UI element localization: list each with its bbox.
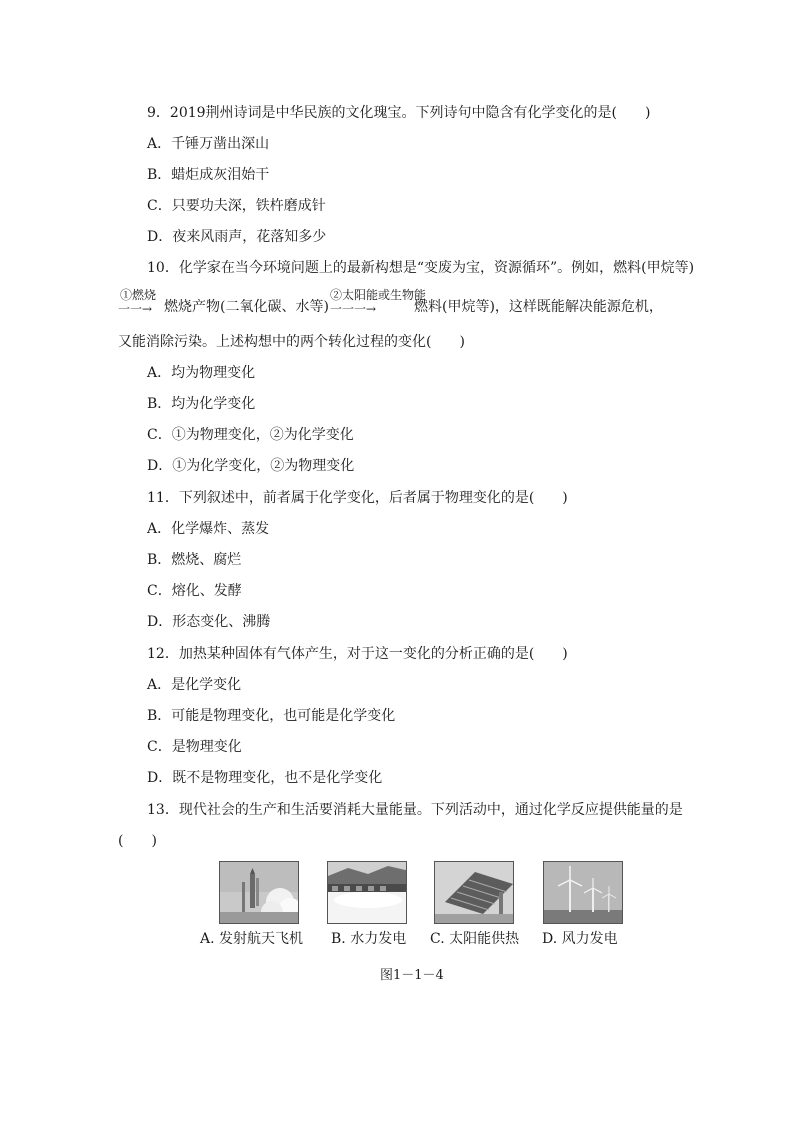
question-9-stem: 9．2019荆州诗词是中华民族的文化瑰宝。下列诗句中隐含有化学变化的是( ) — [147, 105, 651, 121]
question-10-option-b: B．均为化学变化 — [147, 396, 256, 412]
question-11-option-b: B．燃烧、腐烂 — [147, 552, 242, 568]
question-12-option-a: A．是化学变化 — [147, 677, 242, 693]
question-11-stem: 11．下列叙述中，前者属于化学变化，后者属于物理变化的是( ) — [147, 490, 568, 506]
wind-turbines-image — [543, 861, 623, 924]
question-12-option-b: B．可能是物理变化，也可能是化学变化 — [147, 708, 396, 724]
question-13-stem: 13．现代社会的生产和生活要消耗大量能量。下列活动中，通过化学反应提供能量的是 — [147, 802, 683, 818]
arrow-1-line: 一一→ — [118, 302, 153, 316]
question-12-option-c: C．是物理变化 — [147, 739, 242, 755]
question-11-option-d: D．形态变化、沸腾 — [147, 614, 271, 630]
question-13-continuation: ( ) — [118, 833, 157, 849]
reaction-products: 燃烧产物(二氧化碳、水等) — [164, 299, 329, 315]
solar-collector-image — [434, 861, 514, 924]
caption-a: A. 发射航天飞机 — [200, 931, 304, 947]
question-9-option-a: A．千锤万凿出深山 — [147, 136, 270, 152]
arrow-2-line: 一一一→ — [330, 302, 377, 316]
hydropower-dam-image — [327, 861, 407, 924]
question-9-option-b: B．蜡炬成灰泪始干 — [147, 167, 270, 183]
question-10-stem: 10．化学家在当今环境问题上的最新构想是“变废为宝，资源循环”。例如，燃料(甲烷等) — [147, 260, 695, 276]
question-10-option-d: D．①为化学变化，②为物理变化 — [147, 458, 355, 474]
caption-b: B. 水力发电 — [331, 931, 407, 947]
figure-caption: 图1－1－4 — [380, 968, 444, 983]
caption-c: C. 太阳能供热 — [430, 931, 520, 947]
question-10-option-a: A．均为物理变化 — [147, 365, 256, 381]
question-11-option-a: A．化学爆炸、蒸发 — [147, 521, 270, 537]
caption-d: D. 风力发电 — [542, 931, 618, 947]
question-9-option-d: D．夜来风雨声，花落知多少 — [147, 229, 327, 245]
question-11-option-c: C．熔化、发酵 — [147, 583, 242, 599]
question-10-option-c: C．①为物理变化，②为化学变化 — [147, 427, 354, 443]
question-12-stem: 12．加热某种固体有气体产生，对于这一变化的分析正确的是( ) — [147, 646, 568, 662]
space-shuttle-launch-image — [219, 861, 299, 924]
arrow-2-label: ②太阳能或生物能 — [330, 288, 427, 302]
question-10-reaction-scheme — [118, 288, 718, 328]
question-10-continuation: 又能消除污染。上述构想中的两个转化过程的变化( ) — [118, 334, 465, 350]
question-9-option-c: C．只要功夫深，铁杵磨成针 — [147, 198, 326, 214]
question-12-option-d: D．既不是物理变化，也不是化学变化 — [147, 770, 383, 786]
arrow-1-label: ①燃烧 — [120, 288, 157, 302]
reaction-tail: 燃料(甲烷等)，这样既能解决能源危机， — [414, 299, 663, 315]
